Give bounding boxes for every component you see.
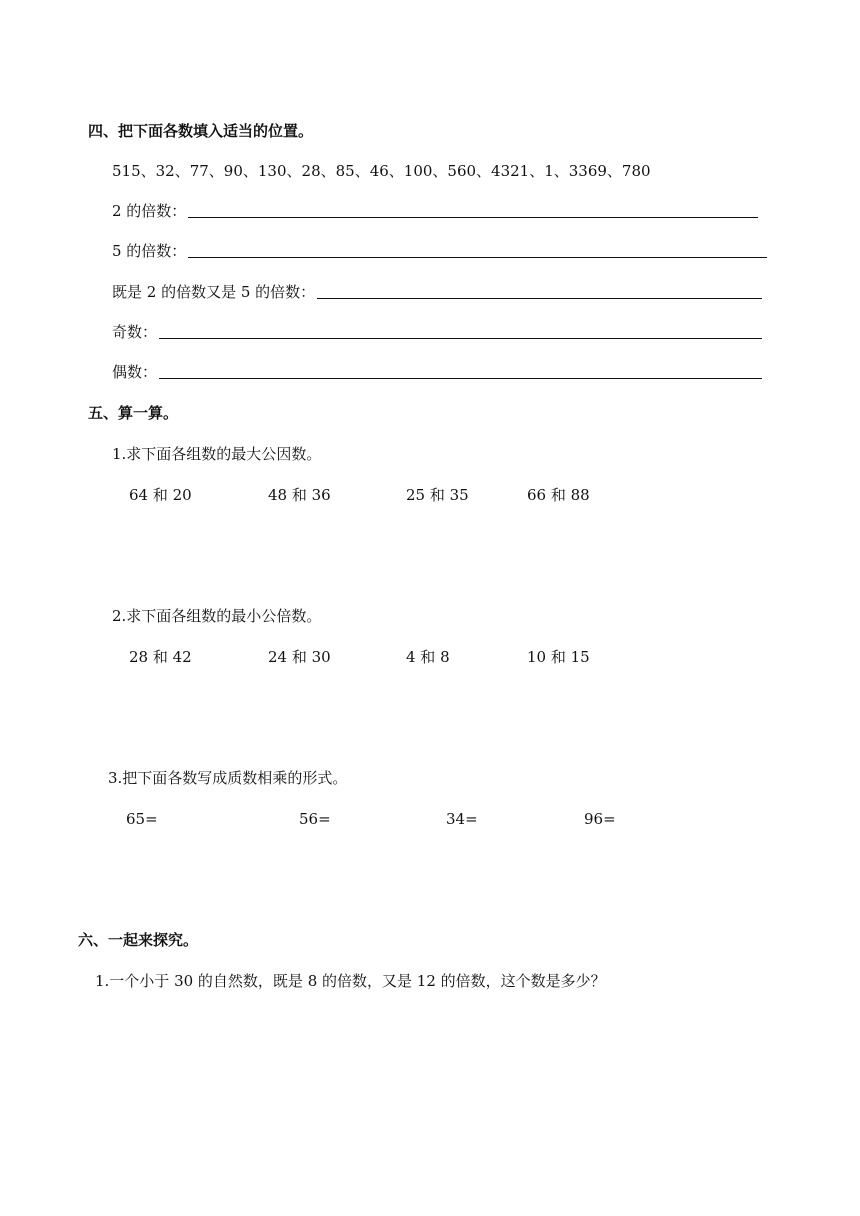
answer-line[interactable] bbox=[188, 217, 758, 218]
answer-line[interactable] bbox=[159, 338, 762, 339]
row-label: 偶数： bbox=[112, 363, 158, 381]
section-6-heading: 六、一起来探究。 bbox=[78, 931, 199, 949]
fill-row-multiples-of-2 bbox=[112, 202, 758, 220]
fill-row-multiples-of-2-and-5 bbox=[112, 283, 762, 301]
section-5-heading: 五、算一算。 bbox=[88, 404, 179, 422]
answer-line[interactable] bbox=[188, 257, 767, 258]
answer-line[interactable] bbox=[317, 298, 762, 299]
section-4-heading: 四、把下面各数填入适当的位置。 bbox=[88, 122, 314, 140]
row-label: 5 的倍数： bbox=[112, 242, 187, 260]
lcm-item: 28 和 42 bbox=[129, 648, 192, 666]
fill-row-even-numbers bbox=[112, 363, 762, 381]
lcm-item: 10 和 15 bbox=[527, 648, 590, 666]
prime-factor-item: 96= bbox=[584, 810, 616, 828]
gcd-item: 66 和 88 bbox=[527, 486, 590, 504]
fill-row-odd-numbers bbox=[112, 323, 762, 341]
gcd-item: 64 和 20 bbox=[129, 486, 192, 504]
lcm-item: 24 和 30 bbox=[268, 648, 331, 666]
prime-factor-item: 65= bbox=[126, 810, 158, 828]
row-label: 2 的倍数： bbox=[112, 202, 187, 220]
question-prime-factor-title: 3.把下面各数写成质数相乘的形式。 bbox=[108, 769, 348, 787]
question-lcm-title: 2.求下面各组数的最小公倍数。 bbox=[112, 607, 322, 625]
prime-factor-item: 56= bbox=[299, 810, 331, 828]
fill-row-multiples-of-5 bbox=[112, 242, 767, 260]
row-label: 奇数： bbox=[112, 323, 158, 341]
question-explore-1: 1.一个小于 30 的自然数，既是 8 的倍数，又是 12 的倍数，这个数是多少？ bbox=[95, 972, 606, 990]
prime-factor-item: 34= bbox=[446, 810, 478, 828]
lcm-item: 4 和 8 bbox=[406, 648, 450, 666]
row-label: 既是 2 的倍数又是 5 的倍数： bbox=[112, 283, 316, 301]
answer-line[interactable] bbox=[159, 378, 762, 379]
gcd-item: 25 和 35 bbox=[406, 486, 469, 504]
question-gcd-title: 1.求下面各组数的最大公因数。 bbox=[112, 445, 322, 463]
gcd-item: 48 和 36 bbox=[268, 486, 331, 504]
number-list: 515、32、77、90、130、28、85、46、100、560、4321、1、3369、780 bbox=[112, 162, 651, 180]
